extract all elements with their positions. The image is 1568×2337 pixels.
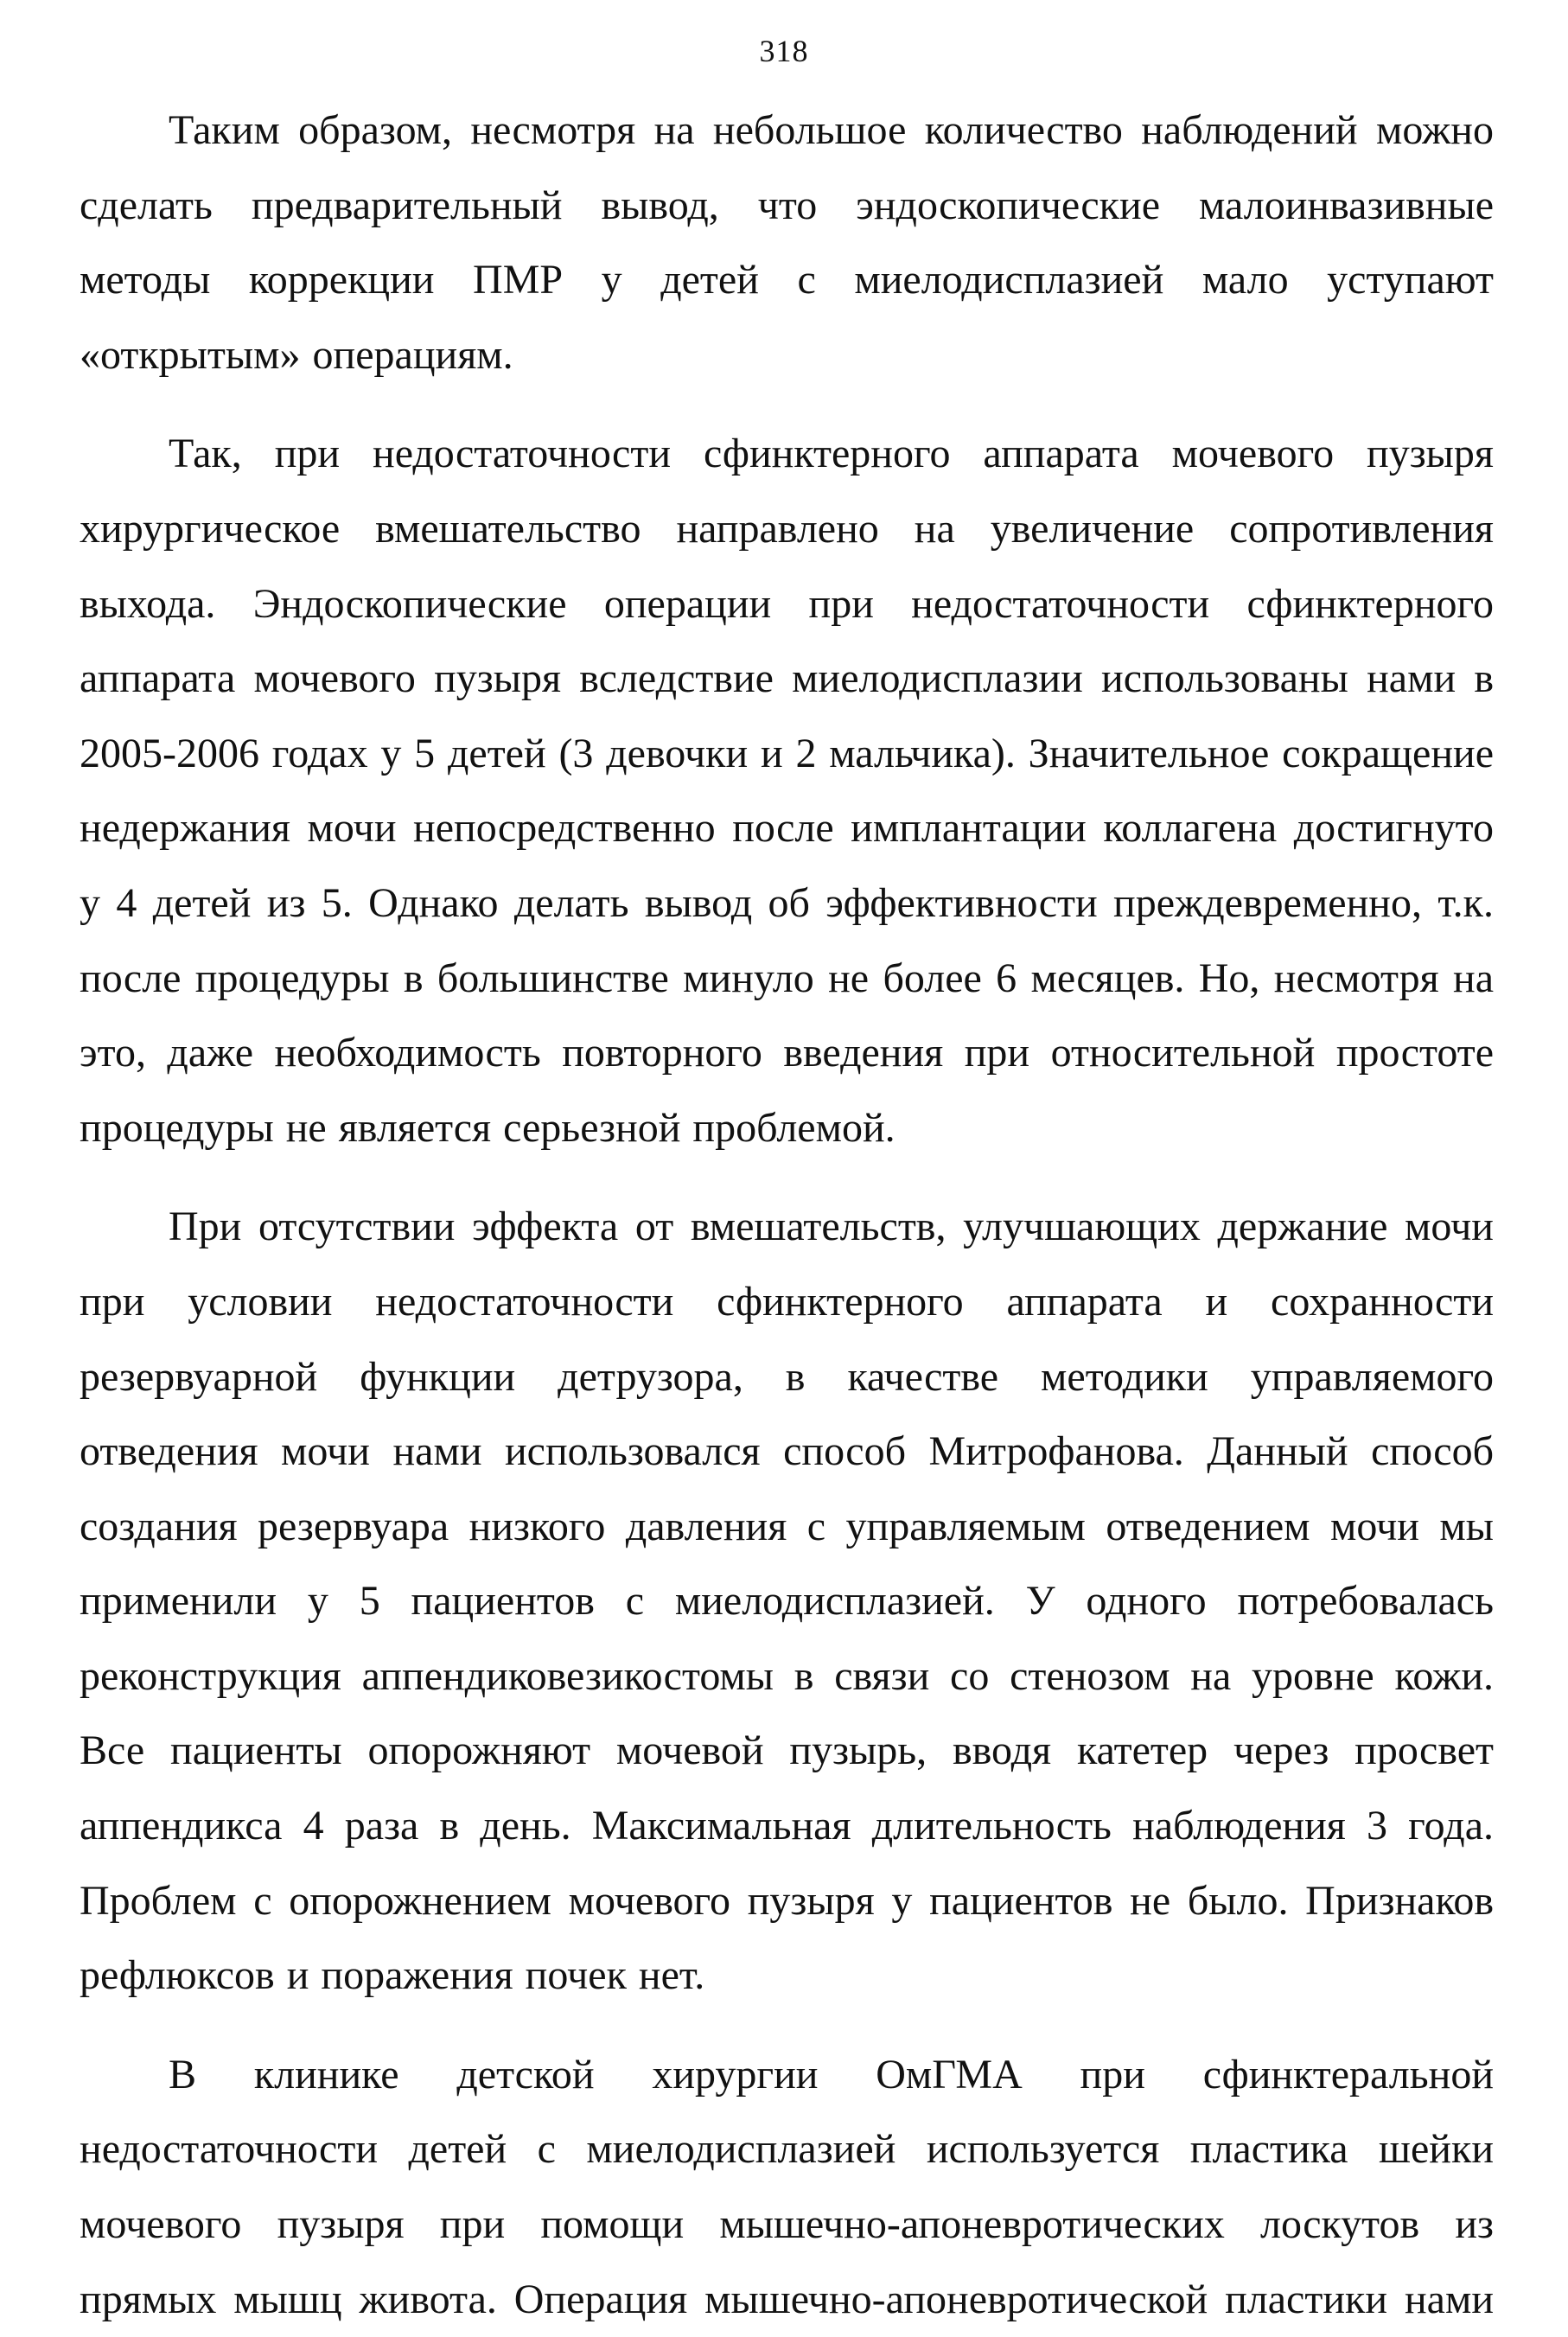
paragraph: Так, при недостаточности сфинктерного аппарата мочевого пузыря хирургическое вмешательство направлено на увеличение сопротивления выхода. Эндоскопические операции при недостаточности сфинктерного аппарата мочевого пузыря вследствие миелодисплазии использованы нами в 2005-2006 годах у 5 детей (3 девочки и 2 мальчика). Значительное сокращение недержания мочи непосредственно после имплантации коллагена достигнуто у 4 детей из 5. Однако делать вывод об эффективности преждевременно, т.к. после процедуры в большинстве минуло не более 6 месяцев. Но, несмотря на это, даже необходимость повторного введения при относительной простоте процедуры не является серьезной проблемой. [80,431,1494,1151]
paragraph: При отсутствии эффекта от вмешательств, улучшающих держание мочи при условии недостаточности сфинктерного аппарата и сохранности резервуарной функции детрузора, в качестве методики управляемого отведения мочи нами использовался способ Митрофанова. Данный способ создания резервуара низкого давления с управляемым отведением мочи мы применили у 5 пациентов с миелодисплазией. У одного потребовалась реконструкция аппендиковезикостомы в связи со стенозом на уровне кожи. Все пациенты опорожняют мочевой пузырь, вводя катетер через просвет аппендикса 4 раза в день. Максимальная длительность наблюдения 3 года. Проблем с опорожнением мочевого пузыря у пациентов не было. Признаков рефлюксов и поражения почек нет. [80,1204,1494,1999]
paragraph: Таким образом, несмотря на небольшое количество наблюдений можно сделать предварительный вывод, что эндоскопические малоинвазивные методы коррекции ПМР у детей с миелодисплазией мало уступают «открытым» операциям. [80,107,1494,378]
page-number: 318 [759,34,809,68]
paragraph: В клинике детской хирургии ОмГМА при сфинктеральной недостаточности детей с миелодисплазией используется пластика шейки мочевого пузыря при помощи мышечно-апоневротических лоскутов из прямых мышц живота. Операция мышечно-апоневротической пластики нами [80,2051,1494,2322]
document-body [80,93,1494,2337]
